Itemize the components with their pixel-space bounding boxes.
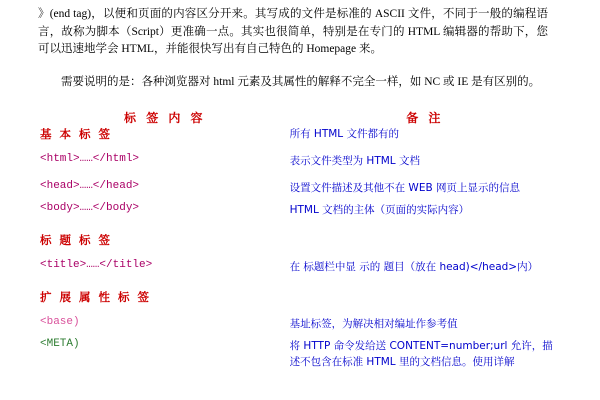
note-base: 基址标签，为解决相对编址作参考值 xyxy=(289,318,458,330)
spacer xyxy=(290,305,560,316)
spacer xyxy=(290,218,560,232)
spacer xyxy=(40,248,290,259)
section-label-basic: 基 本 标 签 xyxy=(40,127,113,141)
intro-paragraph-1: 》(end tag)，以便和页面的内容区分开来。其写成的文件是标准的 ASCII 文件，不同于一般的编程语言，故称为脚本（Script）更准确一点。其实也很简单，特别是在专门的 HTML 编辑器的帮助下，您可以迅速地学会 HTML，并能很快写出有自己特色的 Homepage 来。 xyxy=(38,8,548,55)
spacer xyxy=(40,169,290,180)
spacer xyxy=(290,248,560,259)
table-row xyxy=(40,289,560,305)
section-label-title: 标 题 标 签 xyxy=(40,233,113,247)
intro-text-block xyxy=(0,0,600,91)
spacer xyxy=(290,275,560,289)
tag-head: <head>……</head> xyxy=(40,180,140,192)
html-tags-table-wrapper xyxy=(0,109,600,370)
table-row xyxy=(40,232,560,248)
spacer xyxy=(40,275,290,289)
spacer xyxy=(40,218,290,232)
section-label-extended: 扩 展 属 性 标 签 xyxy=(40,290,152,304)
table-row xyxy=(40,338,560,370)
table-row xyxy=(40,259,560,275)
table-row xyxy=(40,153,560,169)
table-header-row xyxy=(40,109,560,126)
html-tags-table xyxy=(40,109,560,370)
tag-html: <html>……</html> xyxy=(40,153,140,165)
tag-body: <body>……</body> xyxy=(40,202,140,214)
spacer xyxy=(290,142,560,153)
note-title: 在 标题栏中显 示的 题目（放在 head)</head>内） xyxy=(289,261,539,273)
table-row xyxy=(40,202,560,218)
spacer xyxy=(40,142,290,153)
section-note-title xyxy=(290,232,560,248)
spacer xyxy=(290,169,560,180)
column-header-tags: 标 签 内 容 xyxy=(124,111,206,125)
spacer xyxy=(40,305,290,316)
tag-title: <title>……</title> xyxy=(40,259,153,271)
intro-paragraph-2: 需要说明的是：各种浏览器对 html 元素及其属性的解释不完全一样，如 NC 或 IE 是有区别的。 xyxy=(61,75,541,88)
section-note-extended xyxy=(290,289,560,305)
section-note-basic: 所有 HTML 文件都有的 xyxy=(289,128,399,140)
note-head: 设置文件描述及其他不在 WEB 网页上显示的信息 xyxy=(289,182,520,194)
column-header-notes: 备 注 xyxy=(406,111,444,125)
note-html: 表示文件类型为 HTML 文档 xyxy=(289,155,420,167)
note-body: HTML 文档的主体（页面的实际内容） xyxy=(289,204,470,216)
tag-base: <base) xyxy=(40,316,80,328)
table-row xyxy=(40,126,560,142)
table-row xyxy=(40,316,560,332)
note-meta: 将 HTTP 命令发给送 CONTENT=number;url 允许，描述不包含在标准 HTML 里的文档信息。使用详解 xyxy=(289,340,553,368)
tag-meta: <META) xyxy=(40,338,80,350)
table-row xyxy=(40,180,560,196)
